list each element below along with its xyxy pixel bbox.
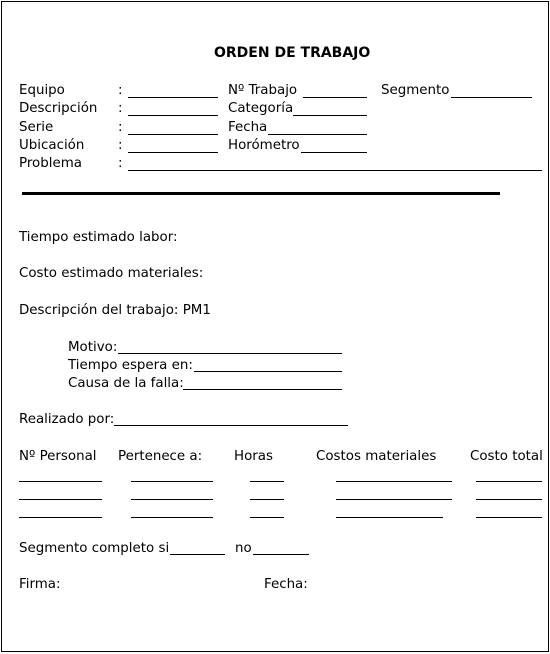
- table-cell[interactable]: [250, 481, 284, 482]
- label-descripcion: Descripción: [19, 101, 98, 116]
- label-categoria: Categoría: [228, 101, 294, 116]
- horometro-field[interactable]: [301, 152, 367, 153]
- segmento-si-field[interactable]: [170, 554, 225, 555]
- label-motivo: Motivo:: [68, 340, 118, 355]
- label-realizado-por: Realizado por:: [19, 412, 115, 427]
- equipo-field[interactable]: [128, 97, 218, 98]
- segmento-no-field[interactable]: [253, 554, 309, 555]
- label-segmento-completo: Segmento completo si: [19, 541, 170, 556]
- segmento-field[interactable]: [451, 97, 532, 98]
- label-costo-estimado: Costo estimado materiales:: [19, 266, 204, 281]
- table-cell[interactable]: [250, 499, 284, 500]
- serie-field[interactable]: [128, 134, 218, 135]
- table-cell[interactable]: [336, 481, 452, 482]
- label-problema: Problema: [19, 156, 82, 171]
- table-cell[interactable]: [131, 517, 213, 518]
- table-cell[interactable]: [250, 517, 284, 518]
- table-cell[interactable]: [336, 517, 443, 518]
- column-header: Nº Personal: [19, 449, 97, 464]
- table-cell[interactable]: [476, 499, 542, 500]
- label-equipo: Equipo: [19, 83, 65, 98]
- work-order-form: [1, 1, 549, 652]
- label-causa: Causa de la falla:: [68, 376, 184, 391]
- table-cell[interactable]: [131, 499, 213, 500]
- table-cell[interactable]: [19, 517, 102, 518]
- table-cell[interactable]: [19, 499, 102, 500]
- table-cell[interactable]: [476, 517, 542, 518]
- label-tiempo-estimado: Tiempo estimado labor:: [19, 230, 178, 245]
- no-trabajo-field[interactable]: [303, 97, 367, 98]
- causa-field[interactable]: [183, 389, 342, 390]
- colon: :: [118, 138, 123, 153]
- form-title: ORDEN DE TRABAJO: [214, 45, 371, 61]
- colon: :: [118, 83, 123, 98]
- realizado-por-field[interactable]: [114, 425, 348, 426]
- colon: :: [118, 101, 123, 116]
- colon: :: [118, 156, 123, 171]
- tiempo-espera-field[interactable]: [194, 371, 342, 372]
- table-cell[interactable]: [131, 481, 213, 482]
- fecha-field[interactable]: [268, 134, 367, 135]
- table-cell[interactable]: [336, 499, 452, 500]
- label-ubicacion: Ubicación: [19, 138, 85, 153]
- label-no-trabajo: Nº Trabajo: [228, 83, 298, 98]
- column-header: Costos materiales: [316, 449, 437, 464]
- problema-field[interactable]: [128, 170, 542, 171]
- label-serie: Serie: [19, 120, 54, 135]
- label-segmento: Segmento: [381, 83, 450, 98]
- ubicacion-field[interactable]: [128, 152, 218, 153]
- label-fecha-firma: Fecha:: [264, 577, 308, 592]
- label-fecha: Fecha: [228, 120, 268, 135]
- column-header: Pertenece a:: [118, 449, 203, 464]
- label-horometro: Horómetro: [228, 138, 300, 153]
- table-cell[interactable]: [19, 481, 102, 482]
- section-divider: [22, 192, 500, 195]
- label-descripcion-trabajo: Descripción del trabajo: PM1: [19, 303, 211, 318]
- column-header: Horas: [234, 449, 273, 464]
- categoria-field[interactable]: [293, 115, 367, 116]
- table-cell[interactable]: [476, 481, 542, 482]
- label-firma: Firma:: [19, 577, 61, 592]
- descripcion-field[interactable]: [128, 115, 218, 116]
- motivo-field[interactable]: [118, 353, 342, 354]
- label-tiempo-espera: Tiempo espera en:: [68, 358, 193, 373]
- colon: :: [118, 120, 123, 135]
- label-no: no: [235, 541, 252, 556]
- column-header: Costo total: [470, 449, 543, 464]
